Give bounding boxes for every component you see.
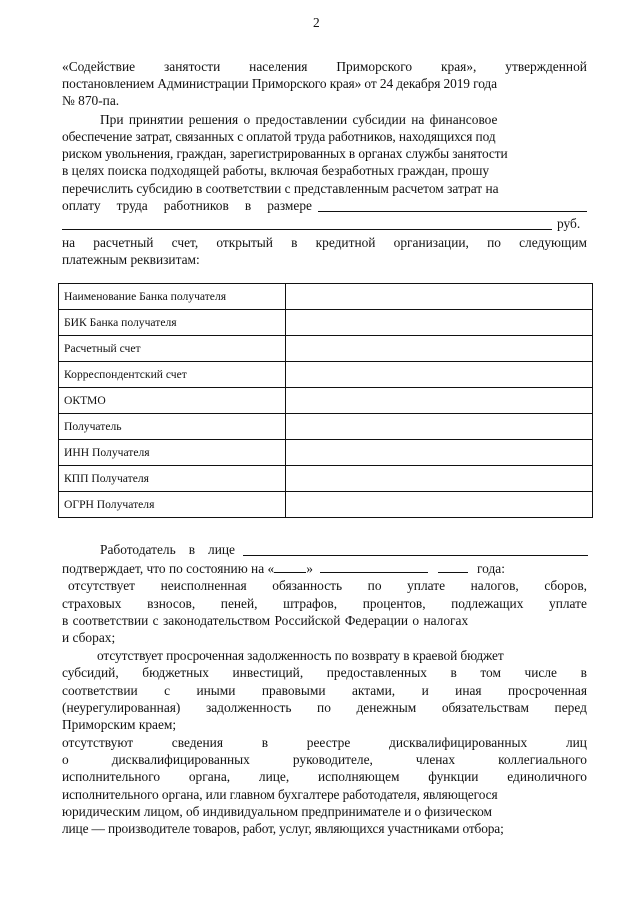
- word: органа,: [188, 769, 231, 784]
- clause2-line-1: отсутствует просроченная задолженность по возврату в краевой бюджет: [97, 648, 504, 663]
- word: штрафов,: [283, 596, 338, 611]
- word: иная: [455, 683, 482, 698]
- word: бюджетных: [142, 665, 209, 680]
- clause1-line-2: [62, 596, 587, 612]
- word: расчетный: [93, 235, 154, 250]
- word: исполняющем: [317, 769, 400, 784]
- word: просроченная: [508, 683, 587, 698]
- table-row: [59, 284, 593, 310]
- word: организации,: [393, 235, 469, 250]
- word: реестре: [306, 735, 351, 750]
- employer-name-blank[interactable]: [243, 555, 588, 556]
- clause2-line-5: Приморским краем;: [62, 717, 177, 732]
- quote-close: »: [306, 561, 313, 576]
- clause2-line-3: [62, 683, 587, 699]
- word: функции: [428, 769, 479, 784]
- row-value[interactable]: [286, 466, 593, 492]
- row-label: ОГРН Получателя: [59, 492, 286, 518]
- word: лице,: [258, 769, 290, 784]
- word: субсидий,: [62, 665, 119, 680]
- word: лице: [208, 542, 235, 557]
- word: в: [291, 235, 298, 250]
- employer-line-2: [62, 560, 505, 577]
- row-value[interactable]: [286, 414, 593, 440]
- word: неисполненная: [160, 578, 247, 593]
- word: по: [317, 700, 331, 715]
- table-row: [59, 310, 593, 336]
- word: лиц: [565, 735, 587, 750]
- clause3-line-6: лице — производителе товаров, работ, услуг, являющихся участниками отбора;: [62, 821, 504, 836]
- word: утвержденной: [505, 59, 587, 74]
- word: сведения: [171, 735, 223, 750]
- row-label: БИК Банка получателя: [59, 310, 286, 336]
- word: о: [62, 752, 69, 767]
- word: в: [580, 665, 587, 680]
- word: подлежащих: [451, 596, 524, 611]
- clause2-line-4: [62, 700, 587, 716]
- word: процентов,: [362, 596, 426, 611]
- clause3-line-4: исполнительного органа, или главном бухгалтере работодателя, являющегося: [62, 787, 498, 802]
- request-line-6: [62, 198, 312, 214]
- word: и: [421, 683, 429, 698]
- row-value[interactable]: [286, 492, 593, 518]
- word: занятости: [164, 59, 221, 74]
- request-line-1: При принятии решения о предоставлении субсидии на финансовое: [100, 112, 498, 127]
- clause3-line-3: [62, 769, 587, 785]
- request-line-3: риском увольнения, граждан, зарегистрированных в органах службы занятости: [62, 146, 508, 161]
- word: края»,: [441, 59, 477, 74]
- word: соответствии: [62, 683, 138, 698]
- word: работников: [163, 198, 229, 213]
- word: уплате: [549, 596, 587, 611]
- word: отсутствуют: [62, 735, 134, 750]
- word: инвестиций,: [232, 665, 304, 680]
- word: коллегиального: [498, 752, 587, 767]
- clause1-line-4: и сборах;: [62, 630, 116, 645]
- word: счет,: [171, 235, 199, 250]
- word: следующим: [519, 235, 587, 250]
- word: отсутствует: [68, 578, 135, 593]
- word: в: [261, 735, 269, 750]
- word: Работодатель: [100, 542, 176, 557]
- intro-line-1: [62, 59, 587, 75]
- day-blank[interactable]: [274, 560, 306, 573]
- row-label: Наименование Банка получателя: [59, 284, 286, 310]
- request-line-4: в целях поиска подходящей работы, включая безработных граждан, прошу: [62, 163, 490, 178]
- word: в: [450, 665, 457, 680]
- word: иными: [196, 683, 236, 698]
- request-line-5: перечислить субсидию в соответствии с представленным расчетом затрат на: [62, 181, 499, 196]
- row-label: Корреспондентский счет: [59, 362, 286, 388]
- word: денежным: [356, 700, 417, 715]
- table-row: [59, 388, 593, 414]
- word: единоличного: [507, 769, 587, 784]
- word: перед: [554, 700, 587, 715]
- word: по: [487, 235, 501, 250]
- table-row: [59, 336, 593, 362]
- month-blank[interactable]: [320, 560, 428, 573]
- request-line-9: платежным реквизитам:: [62, 252, 200, 267]
- word: исполнительного: [62, 769, 161, 784]
- table-row: [59, 362, 593, 388]
- row-value[interactable]: [286, 440, 593, 466]
- word: дисквалифицированных: [389, 735, 528, 750]
- row-label: Получатель: [59, 414, 286, 440]
- row-label: КПП Получателя: [59, 466, 286, 492]
- bank-details-table: [58, 283, 593, 518]
- year-word: года:: [476, 561, 505, 576]
- employer-line-1: [100, 542, 235, 558]
- word: уплате: [407, 578, 446, 593]
- amount-blank-2[interactable]: [62, 229, 552, 230]
- clause3-line-2: [62, 752, 587, 768]
- word: Приморского: [336, 59, 413, 74]
- word: актами,: [351, 683, 396, 698]
- row-value[interactable]: [286, 310, 593, 336]
- word: правовыми: [261, 683, 326, 698]
- word: (неурегулированная): [62, 700, 181, 715]
- row-value[interactable]: [286, 284, 593, 310]
- clause3-line-1: [62, 735, 587, 751]
- word: пеней,: [220, 596, 258, 611]
- word: обязанность: [272, 578, 343, 593]
- word: в: [188, 542, 196, 557]
- currency-label: руб.: [557, 216, 581, 231]
- table-row: [59, 466, 593, 492]
- row-label: Расчетный счет: [59, 336, 286, 362]
- clause2-line-2: [62, 665, 587, 681]
- word: на: [62, 235, 76, 250]
- page-number: 2: [313, 15, 320, 30]
- word: взносов,: [147, 596, 196, 611]
- word: труда: [116, 198, 148, 213]
- table-row: [59, 440, 593, 466]
- row-label: ИНН Получателя: [59, 440, 286, 466]
- word: том: [480, 665, 501, 680]
- word: страховых: [62, 596, 122, 611]
- word: с: [164, 683, 171, 698]
- clause1-line-3: в соответствии с законодательством Российской Федерации о налогах: [62, 613, 469, 628]
- word: налогов,: [470, 578, 519, 593]
- word: сборов,: [544, 578, 587, 593]
- word: в: [244, 198, 252, 213]
- intro-line-2: постановлением Администрации Приморского края» от 24 декабря 2019 года: [62, 76, 497, 91]
- intro-line-3: № 870-па.: [62, 93, 120, 108]
- word: оплату: [62, 198, 101, 213]
- row-label: ОКТМО: [59, 388, 286, 414]
- table-row: [59, 414, 593, 440]
- word: предоставленных: [326, 665, 427, 680]
- date-prefix: подтверждает, что по состоянию на «: [62, 561, 275, 576]
- request-line-2: обеспечение затрат, связанных с оплатой труда работников, находящихся под: [62, 129, 496, 144]
- word: населения: [249, 59, 308, 74]
- year-blank[interactable]: [438, 560, 468, 573]
- clause1-line-1: [68, 578, 587, 594]
- word: кредитной: [315, 235, 376, 250]
- amount-blank-1[interactable]: [318, 211, 587, 212]
- table-row: [59, 492, 593, 518]
- row-value[interactable]: [286, 362, 593, 388]
- row-value[interactable]: [286, 336, 593, 362]
- word: открытый: [216, 235, 273, 250]
- clause3-line-5: юридическим лицом, об индивидуальном предпринимателе и о физическом: [62, 804, 492, 819]
- request-line-8: [62, 235, 587, 251]
- word: «Содействие: [62, 59, 136, 74]
- word: размере: [267, 198, 312, 213]
- row-value[interactable]: [286, 388, 593, 414]
- word: руководителе,: [292, 752, 373, 767]
- word: задолженность: [205, 700, 292, 715]
- word: обязательствам: [441, 700, 529, 715]
- word: членах: [415, 752, 456, 767]
- word: дисквалифицированных: [111, 752, 250, 767]
- word: по: [367, 578, 382, 593]
- word: числе: [524, 665, 558, 680]
